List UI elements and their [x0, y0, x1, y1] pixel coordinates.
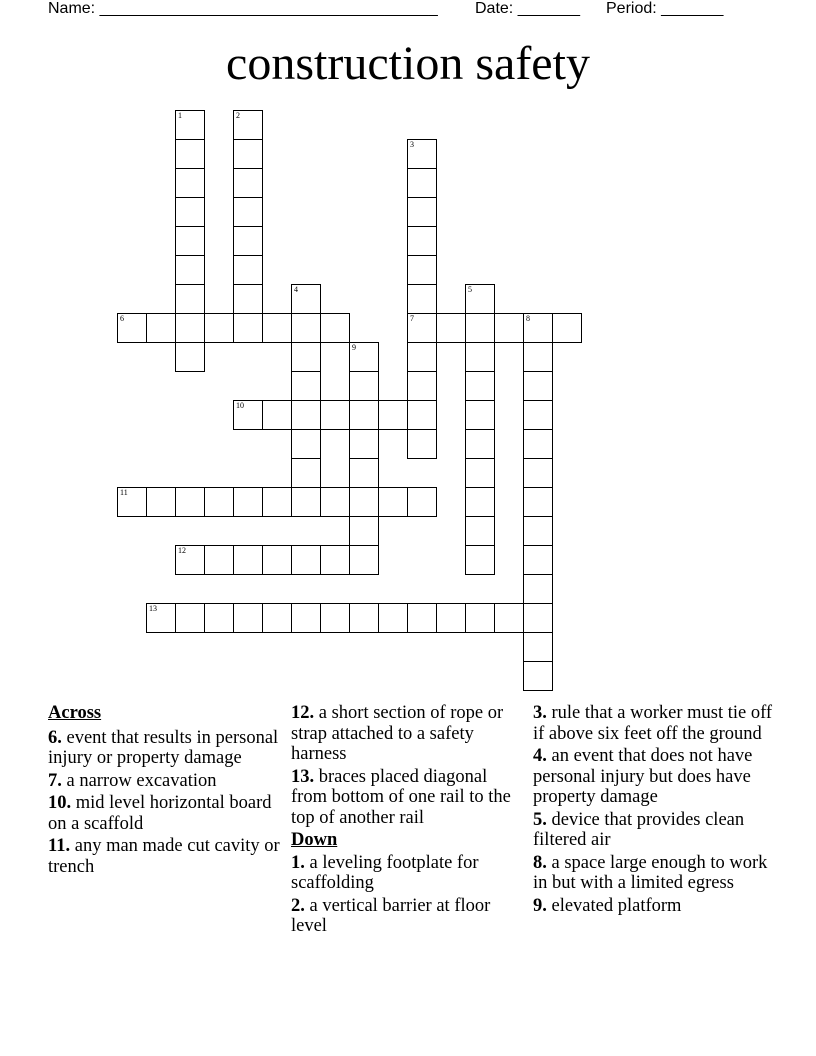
grid-cell[interactable]	[465, 371, 495, 401]
grid-cell[interactable]	[349, 400, 379, 430]
clue-number: 10.	[48, 793, 72, 813]
grid-cell[interactable]	[349, 429, 379, 459]
grid-cell[interactable]	[175, 487, 205, 517]
cell-number: 4	[294, 285, 298, 294]
grid-cell[interactable]	[407, 342, 437, 372]
grid-cell[interactable]	[146, 603, 176, 633]
grid-cell[interactable]	[233, 400, 263, 430]
grid-cell[interactable]	[465, 458, 495, 488]
grid-cell[interactable]	[523, 342, 553, 372]
grid-cell[interactable]	[523, 632, 553, 662]
clue-across-10	[48, 793, 283, 834]
cell-number: 8	[526, 314, 530, 323]
grid-cell[interactable]	[465, 400, 495, 430]
grid-cell[interactable]	[262, 603, 292, 633]
grid-cell[interactable]	[523, 487, 553, 517]
clue-text: an event that does not have personal injury but does have property damage	[533, 746, 753, 807]
grid-cell[interactable]	[262, 313, 292, 343]
grid-cell[interactable]	[494, 603, 524, 633]
grid-cell[interactable]	[233, 255, 263, 285]
cell-number: 9	[352, 343, 356, 352]
grid-cell[interactable]	[175, 603, 205, 633]
clue-down-2	[291, 896, 516, 937]
grid-cell[interactable]	[262, 400, 292, 430]
grid-cell[interactable]	[465, 516, 495, 546]
clue-across-7	[48, 771, 283, 792]
clue-across-11	[48, 836, 283, 877]
grid-cell[interactable]	[407, 603, 437, 633]
clue-down-9	[533, 896, 773, 917]
grid-cell[interactable]	[233, 545, 263, 575]
grid-cell[interactable]	[291, 545, 321, 575]
clue-text: a leveling footplate for scaffolding	[291, 852, 479, 893]
grid-cell[interactable]	[407, 226, 437, 256]
clue-number: 8.	[533, 852, 547, 873]
cell-number: 12	[178, 546, 186, 555]
grid-cell[interactable]	[146, 313, 176, 343]
grid-cell[interactable]	[320, 400, 350, 430]
grid-cell[interactable]	[407, 139, 437, 169]
cell-number: 1	[178, 111, 182, 120]
grid-cell[interactable]	[523, 603, 553, 633]
grid-cell[interactable]	[233, 603, 263, 633]
grid-cell[interactable]	[378, 487, 408, 517]
grid-cell[interactable]	[552, 313, 582, 343]
grid-cell[interactable]	[291, 487, 321, 517]
clue-text: a space large enough to work in but with a limited egress	[533, 852, 768, 893]
grid-cell[interactable]	[233, 313, 263, 343]
grid-cell[interactable]	[320, 603, 350, 633]
grid-cell[interactable]	[233, 197, 263, 227]
clue-down-4	[533, 746, 773, 808]
grid-cell[interactable]	[407, 168, 437, 198]
clue-across-13	[291, 767, 516, 829]
clue-across-12	[291, 703, 516, 765]
grid-cell[interactable]	[291, 429, 321, 459]
clue-column-2	[291, 703, 516, 939]
grid-cell[interactable]	[523, 313, 553, 343]
clue-column-1	[48, 703, 283, 879]
grid-cell[interactable]	[523, 516, 553, 546]
grid-cell[interactable]	[262, 545, 292, 575]
grid-cell[interactable]	[204, 313, 234, 343]
grid-cell[interactable]	[407, 400, 437, 430]
cell-number: 13	[149, 604, 157, 613]
grid-cell[interactable]	[175, 545, 205, 575]
clue-text: elevated platform	[551, 895, 682, 916]
clue-text: event that results in personal injury or property damage	[48, 727, 279, 768]
grid-cell[interactable]	[291, 371, 321, 401]
grid-cell[interactable]	[291, 342, 321, 372]
grid-cell[interactable]	[349, 458, 379, 488]
grid-cell[interactable]	[291, 400, 321, 430]
grid-cell[interactable]	[117, 313, 147, 343]
grid-cell[interactable]	[465, 313, 495, 343]
grid-cell[interactable]	[175, 342, 205, 372]
clue-down-8	[533, 853, 773, 894]
grid-cell[interactable]	[349, 603, 379, 633]
grid-cell[interactable]	[436, 313, 466, 343]
grid-cell[interactable]	[436, 603, 466, 633]
grid-cell[interactable]	[175, 110, 205, 140]
clue-down-1	[291, 853, 516, 894]
grid-cell[interactable]	[262, 487, 292, 517]
grid-cell[interactable]	[204, 545, 234, 575]
grid-cell[interactable]	[233, 168, 263, 198]
clue-text: device that provides clean filtered air	[533, 809, 745, 850]
grid-cell[interactable]	[378, 400, 408, 430]
cell-number: 2	[236, 111, 240, 120]
clue-text: a vertical barrier at floor level	[291, 895, 491, 936]
grid-cell[interactable]	[407, 371, 437, 401]
clue-number: 13.	[291, 766, 315, 787]
across-heading: Across	[48, 703, 102, 723]
grid-cell[interactable]	[175, 197, 205, 227]
down-heading: Down	[291, 830, 338, 850]
grid-cell[interactable]	[407, 487, 437, 517]
grid-cell[interactable]	[117, 487, 147, 517]
grid-cell[interactable]	[175, 255, 205, 285]
clue-number: 2.	[291, 895, 305, 916]
grid-cell[interactable]	[175, 313, 205, 343]
grid-cell[interactable]	[320, 545, 350, 575]
grid-cell[interactable]	[175, 226, 205, 256]
cell-number: 3	[410, 140, 414, 149]
clue-number: 6.	[48, 727, 62, 748]
grid-cell[interactable]	[204, 487, 234, 517]
clue-across-6	[48, 728, 283, 769]
grid-cell[interactable]	[291, 603, 321, 633]
puzzle-title: construction safety	[226, 37, 590, 90]
clue-number: 4.	[533, 746, 547, 766]
clue-down-5	[533, 810, 773, 851]
grid-cell[interactable]	[349, 371, 379, 401]
grid-cell[interactable]	[407, 197, 437, 227]
grid-cell[interactable]	[146, 487, 176, 517]
clue-text: mid level horizontal board on a scaffold	[48, 793, 272, 834]
clue-text: a narrow excavation	[66, 770, 217, 791]
cell-number: 10	[236, 401, 244, 410]
grid-cell[interactable]	[523, 661, 553, 691]
clue-text: any man made cut cavity or trench	[48, 836, 280, 877]
grid-cell[interactable]	[465, 603, 495, 633]
clue-text: rule that a worker must tie off if above six feet off the ground	[533, 703, 773, 744]
grid-cell[interactable]	[407, 255, 437, 285]
grid-cell[interactable]	[407, 429, 437, 459]
clue-number: 5.	[533, 809, 547, 830]
cell-number: 5	[468, 285, 472, 294]
clue-number: 7.	[48, 770, 62, 791]
grid-cell[interactable]	[349, 516, 379, 546]
grid-cell[interactable]	[378, 603, 408, 633]
grid-cell[interactable]	[465, 487, 495, 517]
grid-cell[interactable]	[291, 458, 321, 488]
grid-cell[interactable]	[291, 284, 321, 314]
clue-text: a short section of rope or strap attached to a safety harness	[291, 703, 504, 764]
grid-cell[interactable]	[233, 284, 263, 314]
name-field[interactable]: Name: ______________________________________	[48, 0, 438, 17]
grid-cell[interactable]	[465, 342, 495, 372]
grid-cell[interactable]	[523, 545, 553, 575]
grid-cell[interactable]	[349, 487, 379, 517]
grid-cell[interactable]	[523, 371, 553, 401]
grid-cell[interactable]	[349, 545, 379, 575]
grid-cell[interactable]	[465, 429, 495, 459]
cell-number: 6	[120, 314, 124, 323]
grid-cell[interactable]	[349, 342, 379, 372]
cell-number: 11	[120, 488, 128, 497]
grid-cell[interactable]	[175, 139, 205, 169]
clue-number: 12.	[291, 703, 315, 723]
grid-cell[interactable]	[523, 400, 553, 430]
grid-cell[interactable]	[320, 487, 350, 517]
clue-number: 1.	[291, 852, 305, 873]
grid-cell[interactable]	[175, 284, 205, 314]
grid-cell[interactable]	[407, 313, 437, 343]
grid-cell[interactable]	[233, 110, 263, 140]
grid-cell[interactable]	[175, 168, 205, 198]
clue-number: 9.	[533, 895, 547, 916]
period-field[interactable]: Period: _______	[606, 0, 724, 17]
grid-cell[interactable]	[523, 574, 553, 604]
grid-cell[interactable]	[233, 226, 263, 256]
clue-down-3	[533, 703, 773, 744]
grid-cell[interactable]	[320, 313, 350, 343]
grid-cell[interactable]	[494, 313, 524, 343]
grid-cell[interactable]	[465, 545, 495, 575]
grid-cell[interactable]	[523, 429, 553, 459]
grid-cell[interactable]	[204, 603, 234, 633]
clue-number: 11.	[48, 836, 71, 856]
clue-column-3	[533, 703, 773, 918]
grid-cell[interactable]	[291, 313, 321, 343]
grid-cell[interactable]	[523, 458, 553, 488]
grid-cell[interactable]	[407, 284, 437, 314]
grid-cell[interactable]	[233, 139, 263, 169]
cell-number: 7	[410, 314, 414, 323]
grid-cell[interactable]	[465, 284, 495, 314]
date-field[interactable]: Date: _______	[475, 0, 580, 17]
grid-cell[interactable]	[233, 487, 263, 517]
clue-text: braces placed diagonal from bottom of one rail to the top of another rail	[291, 766, 511, 828]
clue-number: 3.	[533, 703, 547, 723]
